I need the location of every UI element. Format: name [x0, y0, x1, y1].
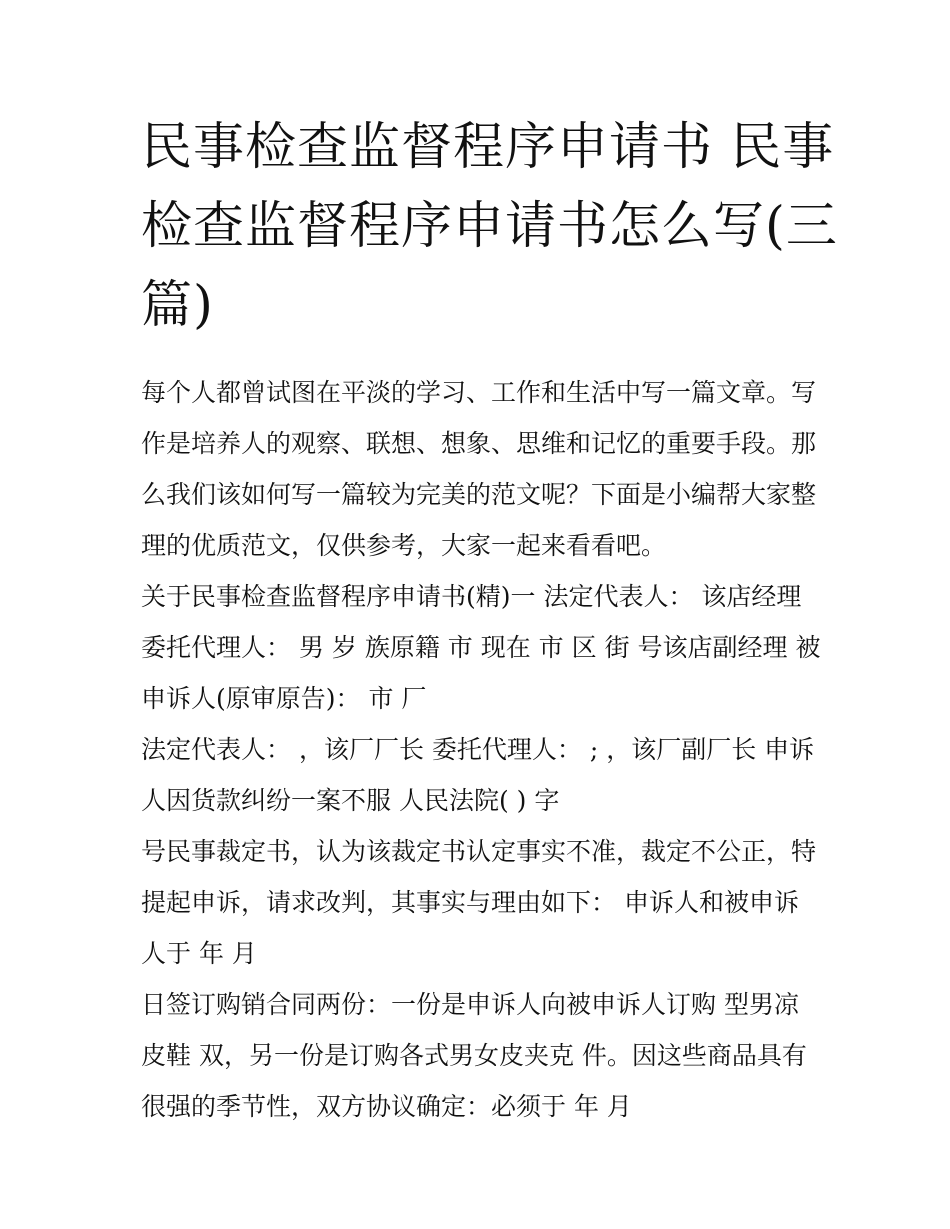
text-line: 关于民事检查监督程序申请书(精)一 法定代表人： 该店经理 [141, 582, 802, 611]
text-line: 皮鞋 双，另一份是订购各式男女皮夹克 件。因这些商品具有 [141, 1041, 807, 1070]
title-line: 民事检查监督程序申请书 民事 [141, 118, 835, 177]
text-line: 号民事裁定书，认为该裁定书认定事实不准，裁定不公正，特 [141, 837, 817, 866]
text-line: 每个人都曾试图在平淡的学习、工作和生活中写一篇文章。写 [141, 378, 817, 407]
body-paragraph [141, 979, 813, 1132]
title-line: 篇) [141, 276, 214, 335]
text-line: 日签订购销合同两份：一份是申诉人向被申诉人订购 型男凉 [141, 990, 799, 1019]
text-line: 么我们该如何写一篇较为完美的范文呢？下面是小编帮大家整 [141, 480, 817, 509]
text-line: 人因货款纠纷一案不服 人民法院( ) 字 [141, 786, 560, 815]
intro-paragraph [141, 367, 817, 571]
text-line: 理的优质范文，仅供参考，大家一起来看看吧。 [141, 531, 667, 560]
title-line: 检查监督程序申请书怎么写(三 [141, 197, 838, 256]
body-paragraph [141, 571, 821, 724]
document-title [141, 108, 838, 345]
document-page [141, 108, 838, 1132]
body-paragraph [141, 826, 817, 979]
text-line: 很强的季节性，双方协议确定：必须于 年 月 [141, 1092, 632, 1121]
document-body [141, 367, 821, 1132]
body-paragraph [141, 724, 813, 826]
text-line: 委托代理人： 男 岁 族原籍 市 现在 市 区 街 号该店副经理 被 [141, 633, 821, 662]
text-line: 提起申诉，请求改判，其事实与理由如下： 申诉人和被申诉 [141, 888, 799, 917]
text-line: 法定代表人： ，该厂厂长 委托代理人： ; ，该厂副厂长 申诉 [141, 735, 815, 764]
text-line: 申诉人(原审原告)： 市 厂 [141, 684, 427, 713]
text-line: 作是培养人的观察、联想、想象、思维和记忆的重要手段。那 [141, 429, 817, 458]
text-line: 人于 年 月 [141, 939, 257, 968]
